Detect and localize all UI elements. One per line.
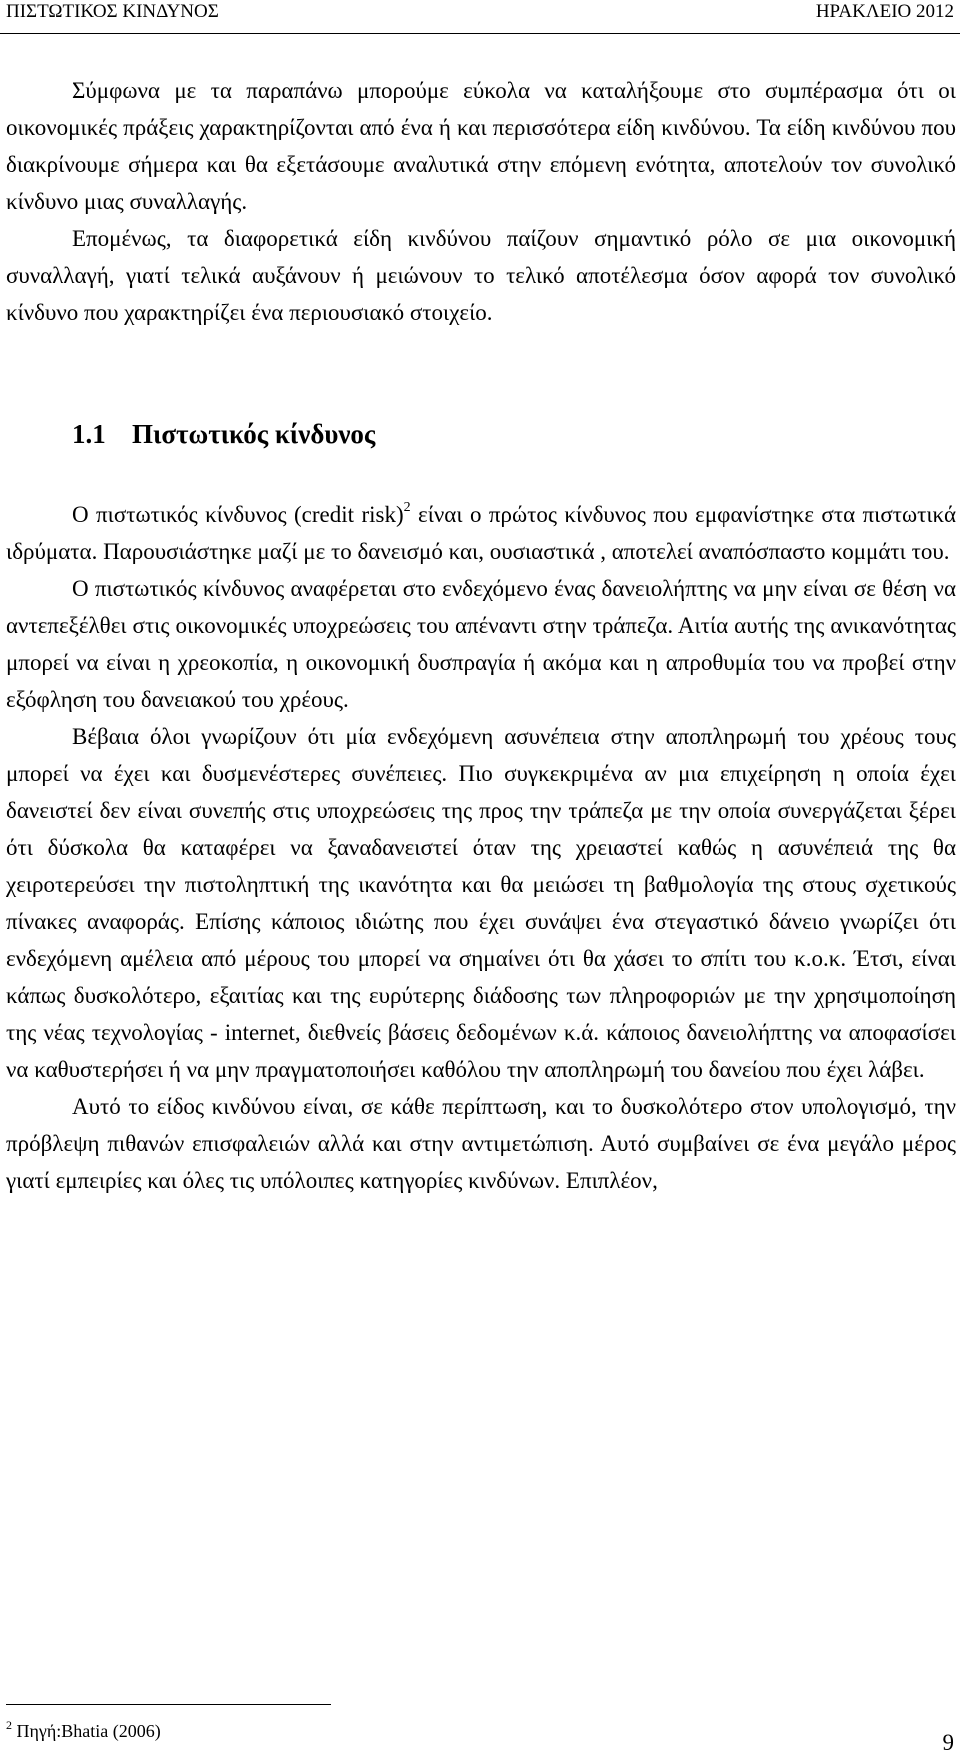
definition-text-end: είναι ο πρώτος κίνδυνος που εμφανίστηκε στα πιστωτικά ιδρύματα. Παρουσιάστηκε μαζί με το δανεισμό και, ουσιαστικά , αποτελεί αναπόσπαστο κομμάτι του. (6, 502, 956, 564)
header-title: ΠΙΣΤΩΤΙΚΟΣ ΚΙΝΔΥΝΟΣ (6, 1, 219, 22)
credit-risk-difficulty-paragraph: Αυτό το είδος κινδύνου είναι, σε κάθε περίπτωση, και το δυσκολότερο στον υπολογισμό, την πρόβλεψη πιθανών επισφαλειών αλλά και στην αντιμετώπιση. Αυτό συμβαίνει σε ένα μεγάλο μέρος γιατί εμπειρίες και όλες τις υπόλοιπες κατηγορίες κινδύνων. Επιπλέον, (6, 1094, 956, 1193)
header-location-year: ΗΡΑΚΛΕΙΟ 2012 (815, 1, 954, 22)
footnote (6, 1720, 161, 1742)
page-body (6, 72, 956, 1199)
page-number: 9 (942, 1730, 954, 1755)
section-heading (6, 414, 956, 454)
credit-risk-consequences-paragraph: Βέβαια όλοι γνωρίζουν ότι μία ενδεχόμενη ασυνέπεια στην αποπληρωμή του χρέους τους μπορεί να έχει και δυσμενέστερες συνέπειες. Πιο συγκεκριμένα αν μια επιχείρηση η οποία έχει δανειστεί δεν είναι συνεπής στις υποχρεώσεις της προς την τράπεζα με την οποία συνεργάζεται ξέρει ότι δύσκολα θα καταφέρει να ξαναδανειστεί όταν της χρειαστεί καθώς η ασυνέπειά της θα χειροτερεύσει την πιστοληπτική της ικανότητα και θα μειώσει τη βαθμολογία της στους σχετικούς πίνακες αναφοράς. Επίσης κάποιος ιδιώτης που έχει συνάψει ένα στεγαστικό δάνειο γνωρίζει ότι ενδεχόμενη αμέλεια από μέρους του μπορεί να σημαίνει ότι θα χάσει το σπίτι του κ.ο.κ. Έτσι, είναι κάπως δυσκολότερο, εξαιτίας και της ευρύτερης διάδοσης των πληροφοριών με την χρησιμοποίηση της νέας τεχνολογίας - internet, διεθνείς βάσεις δεδομένων κ.ά. κάποιος δανειολήπτης να αποφασίσει να καθυστερήσει ή να μην πραγματοποιήσει καθόλου την αποπληρωμή του δανείου που έχει λάβει. (6, 724, 956, 1082)
credit-risk-definition-paragraph (6, 496, 956, 570)
footnote-text: Πηγή:Bhatia (2006) (12, 1721, 161, 1741)
section-number: 1.1 (72, 419, 106, 449)
intro-paragraph: Σύμφωνα με τα παραπάνω μπορούμε εύκολα να καταλήξουμε στο συμπέρασμα ότι οι οικονομικές πράξεις χαρακτηρίζονται από ένα ή και περισσότερα είδη κινδύνου. Τα είδη κινδύνου που διακρίνουμε σήμερα και θα εξετάσουμε αναλυτικά στην επόμενη ενότητα, αποτελούν τον συνολικό κίνδυνο μιας συναλλαγής. (6, 78, 956, 214)
section-title: Πιστωτικός κίνδυνος (132, 419, 376, 449)
consequence-paragraph: Επομένως, τα διαφορετικά είδη κινδύνου παίζουν σημαντικό ρόλο σε μια οικονομική συναλλαγή, γιατί τελικά αυξάνουν ή μειώνουν το τελικό αποτέλεσμα όσον αφορά τον συνολικό κίνδυνο που χαρακτηρίζει ένα περιουσιακό στοιχείο. (6, 226, 956, 325)
page-header (0, 0, 960, 34)
credit-risk-explanation-paragraph: Ο πιστωτικός κίνδυνος αναφέρεται στο ενδεχόμενο ένας δανειολήπτης να μην είναι σε θέση να αντεπεξέλθει στις οικονομικές υποχρεώσεις του απέναντι στην τράπεζα. Αιτία αυτής της ανικανότητας μπορεί να είναι η χρεοκοπία, η οικονομική δυσπραγία ή ακόμα και η απροθυμία του να προβεί στην εξόφληση του δανειακού του χρέους. (6, 576, 956, 712)
footnote-marker: 2 (6, 1718, 12, 1732)
footnote-separator (6, 1704, 331, 1705)
footnote-reference: 2 (403, 500, 411, 515)
definition-text-start: Ο πιστωτικός κίνδυνος (credit risk) (72, 502, 404, 527)
